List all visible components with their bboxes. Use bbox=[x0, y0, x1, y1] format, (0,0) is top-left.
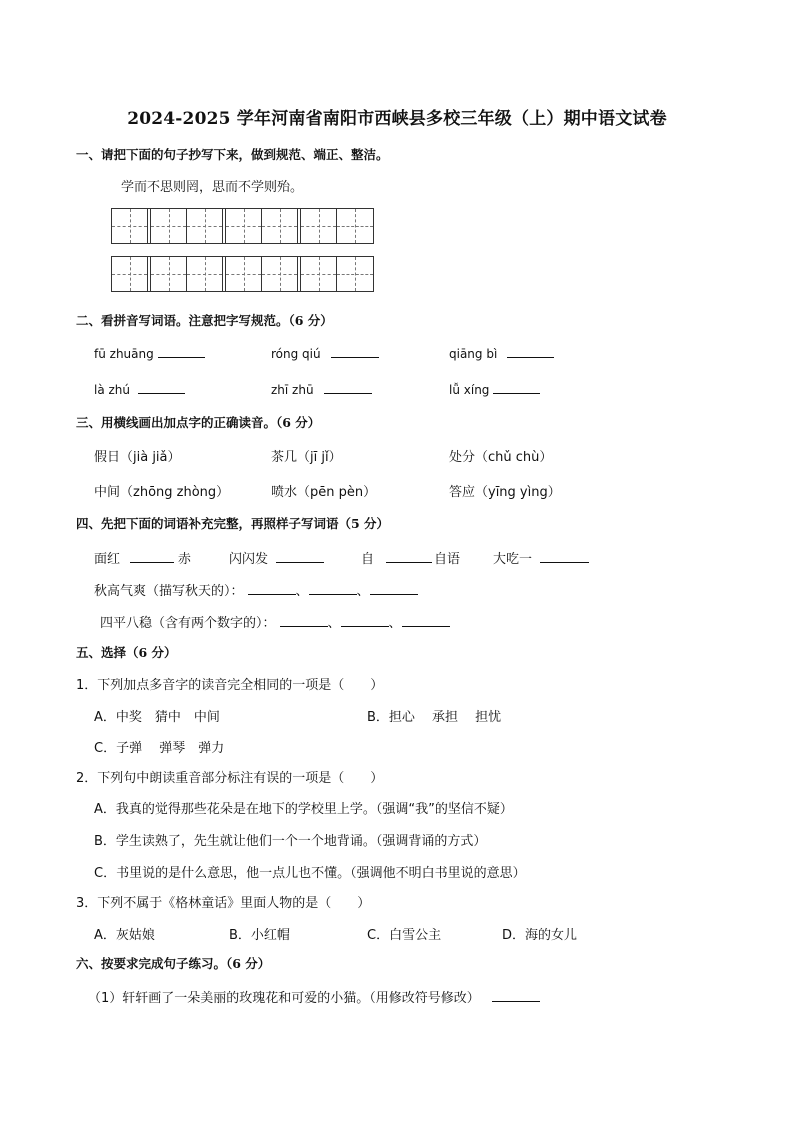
answer-blank[interactable] bbox=[493, 381, 540, 394]
writing-grid-row-1[interactable] bbox=[111, 208, 374, 244]
grid-cell[interactable] bbox=[262, 257, 298, 291]
grid-cell[interactable] bbox=[187, 257, 223, 291]
reading-item: 处分（chǔ chù） bbox=[449, 450, 553, 465]
answer-blank[interactable] bbox=[138, 381, 185, 394]
example-line-1 bbox=[94, 580, 418, 599]
grid-cell[interactable] bbox=[301, 209, 337, 243]
pinyin-text: lǚ xíng bbox=[449, 383, 490, 397]
section-3-heading: 三、用横线画出加点字的正确读音。（6 分） bbox=[76, 415, 321, 430]
section-1-heading: 一、请把下面的句子抄写下来，做到规范、端正、整洁。 bbox=[76, 147, 389, 162]
grid-cell[interactable] bbox=[337, 257, 373, 291]
answer-blank[interactable] bbox=[130, 550, 174, 563]
grid-cell[interactable] bbox=[301, 257, 337, 291]
separator: 、 bbox=[327, 616, 341, 631]
idiom-item bbox=[361, 548, 460, 567]
pinyin-item bbox=[271, 381, 372, 397]
pinyin-item bbox=[271, 345, 379, 361]
section-2-heading: 二、看拼音写词语。注意把字写规范。（6 分） bbox=[76, 313, 333, 328]
option-1b[interactable]: B．担心 承担 担忧 bbox=[367, 710, 502, 725]
reading-item: 茶几（jī jǐ） bbox=[271, 450, 342, 465]
option-2c[interactable]: C．书里说的是什么意思，他一点儿也不懂。（强调他不明白书里说的意思） bbox=[94, 866, 526, 881]
answer-blank[interactable] bbox=[280, 614, 328, 627]
example-label: 秋高气爽（描写秋天的）： bbox=[94, 584, 244, 599]
option-2a[interactable]: A．我真的觉得那些花朵是在地下的学校里上学。（强调“我”的坚信不疑） bbox=[94, 802, 513, 817]
answer-blank[interactable] bbox=[507, 345, 554, 358]
grid-cell[interactable] bbox=[187, 209, 223, 243]
answer-blank[interactable] bbox=[331, 345, 379, 358]
idiom-part: 自 bbox=[361, 552, 375, 567]
answer-blank[interactable] bbox=[309, 582, 357, 595]
answer-blank[interactable] bbox=[540, 550, 589, 563]
section-5-heading: 五、选择（6 分） bbox=[76, 645, 177, 660]
answer-blank[interactable] bbox=[492, 989, 540, 1002]
question-1: 1．下列加点多音字的读音完全相同的一项是（ ） bbox=[76, 678, 384, 693]
example-label: 四平八稳（含有两个数字的）： bbox=[100, 616, 276, 631]
copy-sentence: 学而不思则罔，思而不学则殆。 bbox=[121, 180, 304, 195]
idiom-part: 大吃一 bbox=[493, 552, 533, 567]
answer-blank[interactable] bbox=[276, 550, 324, 563]
separator: 、 bbox=[356, 584, 370, 599]
grid-cell[interactable] bbox=[337, 209, 373, 243]
option-2b[interactable]: B．学生读熟了，先生就让他们一个一个地背诵。（强调背诵的方式） bbox=[94, 834, 487, 849]
answer-blank[interactable] bbox=[402, 614, 450, 627]
page-title: 2024-2025 学年河南省南阳市西峡县多校三年级（上）期中语文试卷 bbox=[127, 109, 667, 129]
section-6-heading: 六、按要求完成句子练习。（6 分） bbox=[76, 956, 271, 971]
separator: 、 bbox=[388, 616, 402, 631]
idiom-item bbox=[94, 548, 191, 567]
idiom-part: 自语 bbox=[434, 552, 461, 567]
reading-item: 喷水（pēn pèn） bbox=[271, 485, 377, 500]
grid-cell[interactable] bbox=[226, 257, 262, 291]
answer-blank[interactable] bbox=[324, 381, 372, 394]
idiom-item bbox=[229, 548, 324, 567]
grid-cell[interactable] bbox=[262, 209, 298, 243]
option-1c[interactable]: C．子弹 弹琴 弹力 bbox=[94, 741, 225, 756]
answer-blank[interactable] bbox=[386, 550, 432, 563]
pinyin-item bbox=[94, 345, 205, 361]
option-3c[interactable]: C．白雪公主 bbox=[367, 928, 442, 943]
pinyin-item bbox=[449, 345, 554, 361]
reading-item: 假日（jià jiǎ） bbox=[94, 450, 181, 465]
grid-cell[interactable] bbox=[151, 209, 187, 243]
answer-blank[interactable] bbox=[370, 582, 418, 595]
idiom-part: 面红 bbox=[94, 552, 121, 567]
pinyin-text: qiāng bì bbox=[449, 347, 498, 361]
option-3b[interactable]: B．小红帽 bbox=[229, 928, 290, 943]
option-3d[interactable]: D．海的女儿 bbox=[502, 928, 578, 943]
reading-item: 答应（yīng yìng） bbox=[449, 485, 561, 500]
grid-cell[interactable] bbox=[112, 257, 148, 291]
question-2: 2．下列句中朗读重音部分标注有误的一项是（ ） bbox=[76, 771, 384, 786]
writing-grid-row-2[interactable] bbox=[111, 256, 374, 292]
exercise-text: （1）轩轩画了一朵美丽的玫瑰花和可爱的小猫。（用修改符号修改） bbox=[88, 991, 480, 1006]
answer-blank[interactable] bbox=[248, 582, 296, 595]
example-line-2 bbox=[100, 612, 450, 631]
answer-blank[interactable] bbox=[158, 345, 205, 358]
option-3a[interactable]: A．灰姑娘 bbox=[94, 928, 155, 943]
pinyin-text: róng qiú bbox=[271, 347, 321, 361]
pinyin-item bbox=[94, 381, 185, 397]
idiom-part: 赤 bbox=[178, 552, 192, 567]
question-3: 3．下列不属于《格林童话》里面人物的是（ ） bbox=[76, 896, 371, 911]
grid-cell[interactable] bbox=[226, 209, 262, 243]
pinyin-text: fū zhuāng bbox=[94, 347, 154, 361]
grid-cell[interactable] bbox=[151, 257, 187, 291]
pinyin-text: là zhú bbox=[94, 383, 131, 397]
idiom-item bbox=[493, 548, 589, 567]
pinyin-item bbox=[449, 381, 540, 397]
grid-cell[interactable] bbox=[112, 209, 148, 243]
section-4-heading: 四、先把下面的词语补充完整，再照样子写词语（5 分） bbox=[76, 516, 390, 531]
reading-item: 中间（zhōng zhòng） bbox=[94, 485, 230, 500]
answer-blank[interactable] bbox=[341, 614, 389, 627]
pinyin-text: zhī zhū bbox=[271, 383, 314, 397]
option-1a[interactable]: A．中奖 猜中 中间 bbox=[94, 710, 220, 725]
separator: 、 bbox=[295, 584, 309, 599]
idiom-part: 闪闪发 bbox=[229, 552, 269, 567]
sentence-exercise-1 bbox=[88, 987, 540, 1006]
